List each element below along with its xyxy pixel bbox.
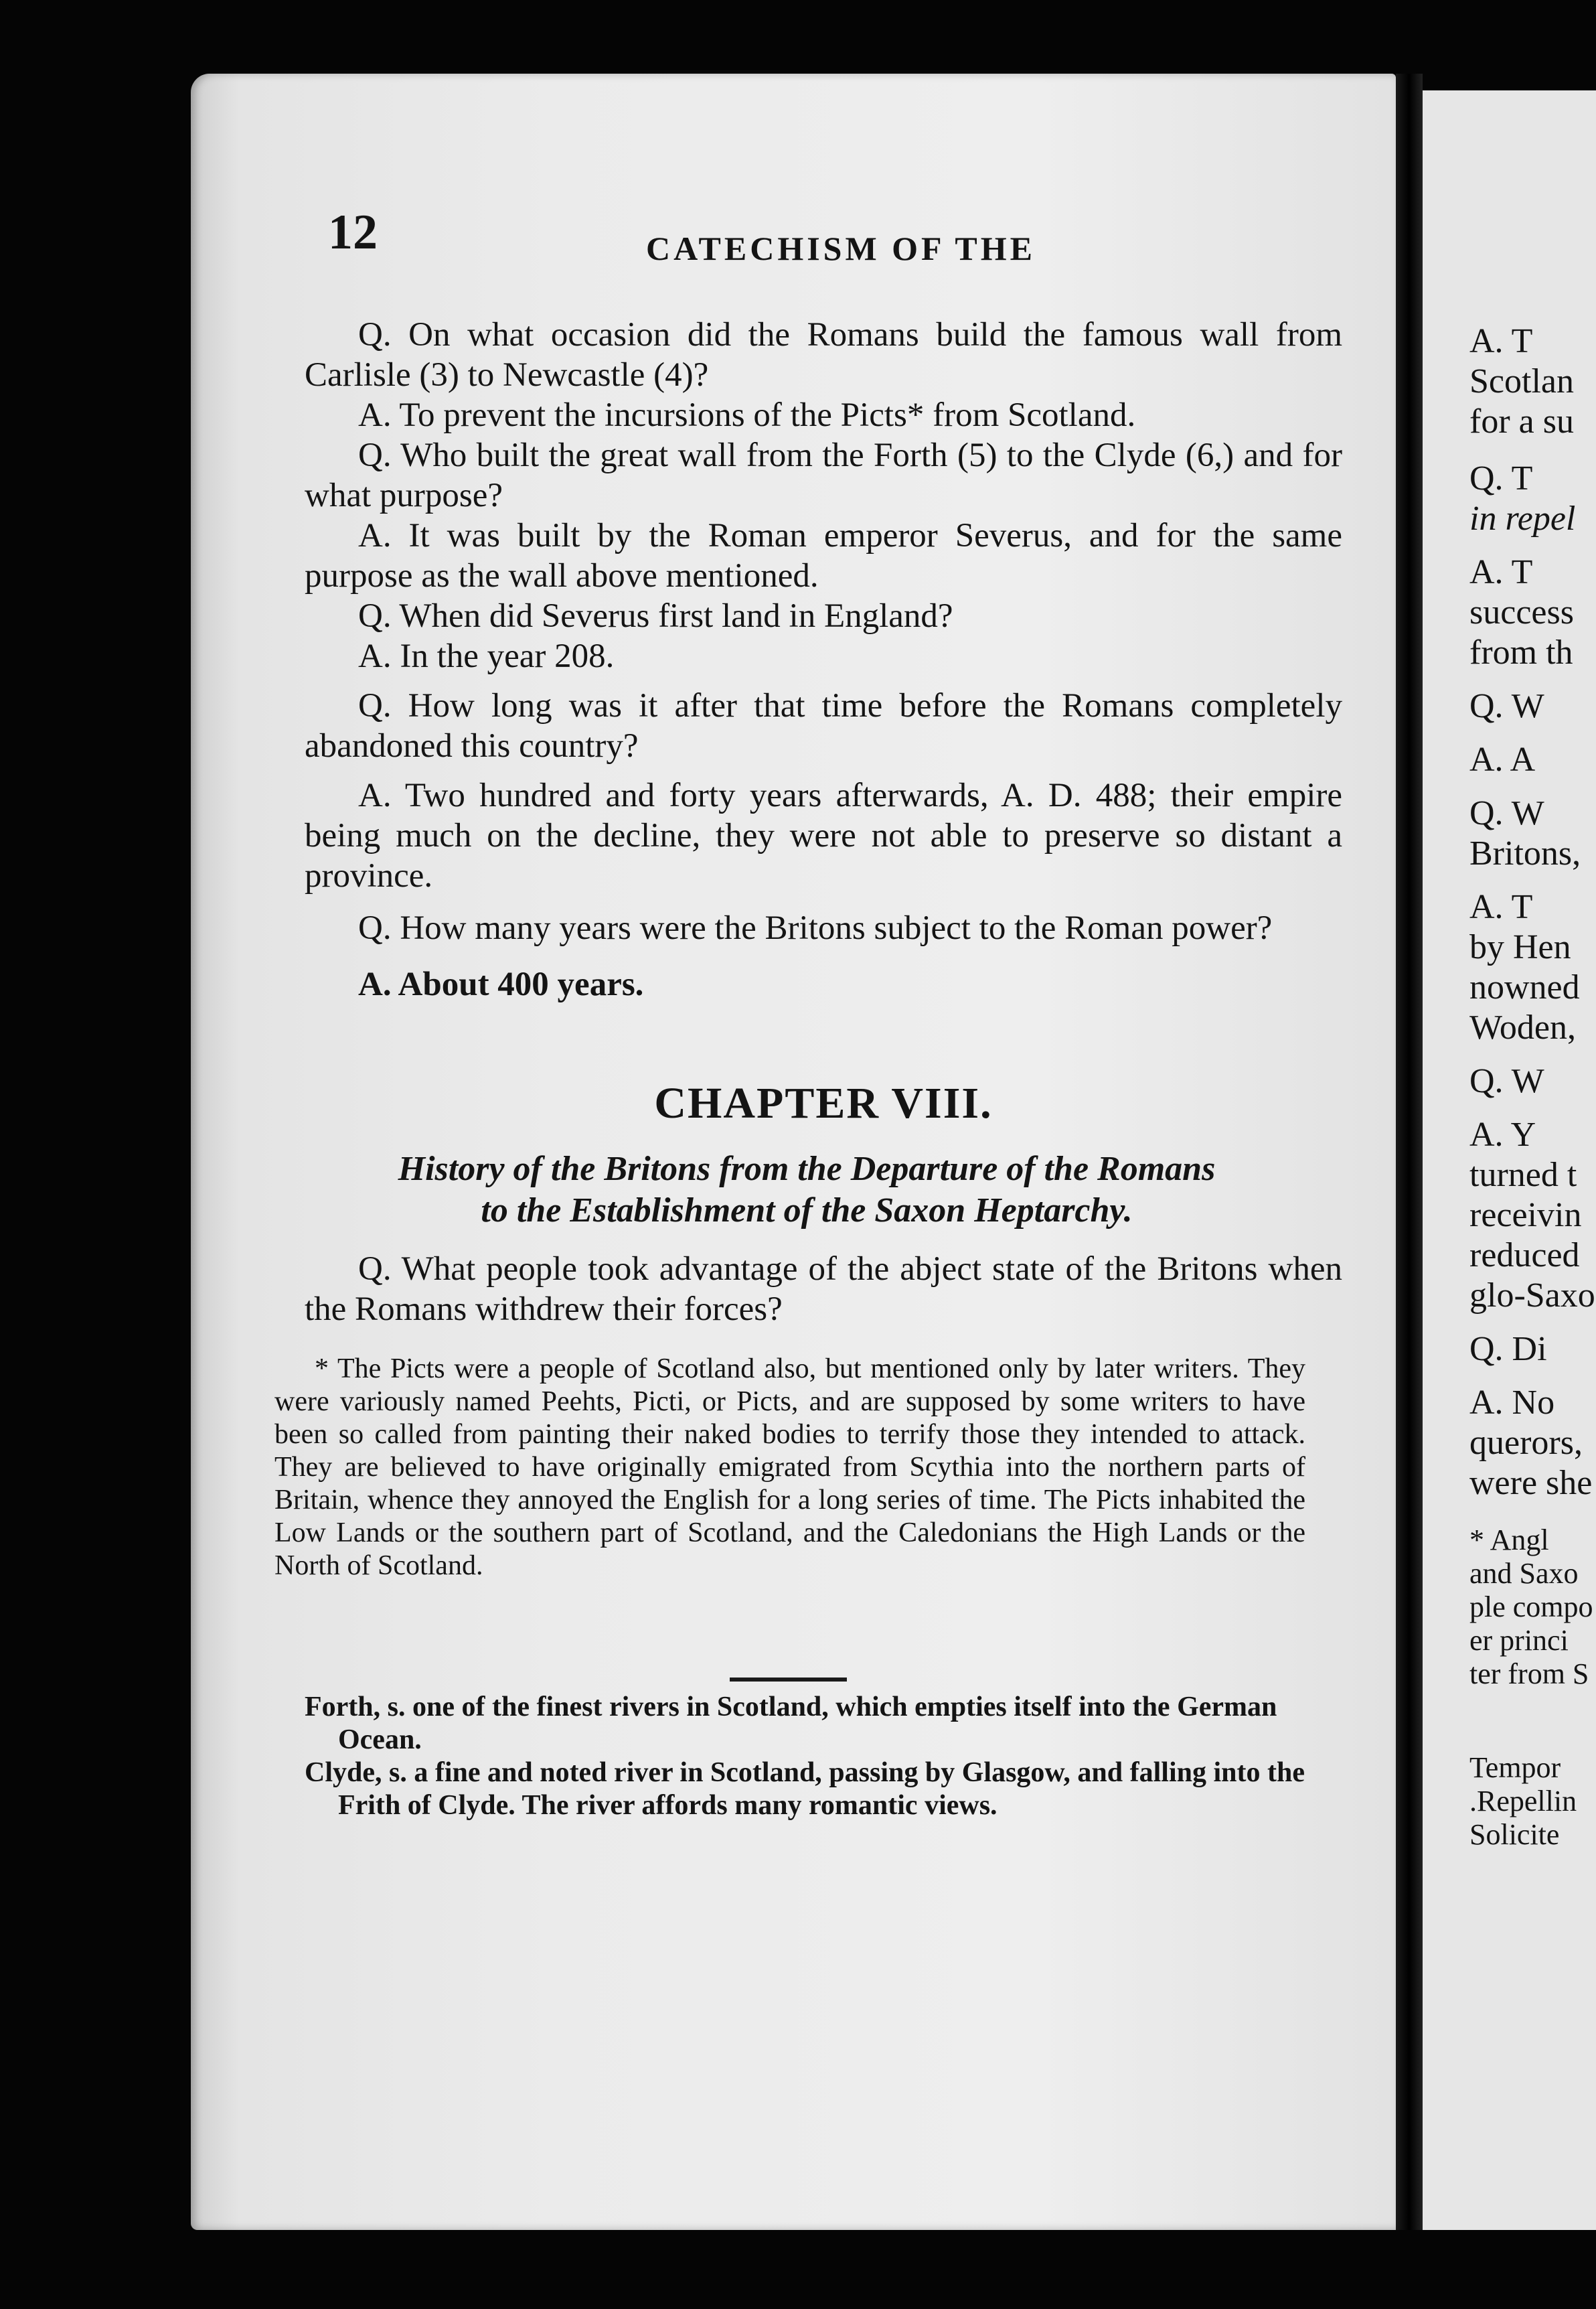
right-fragment: Q. W	[1469, 794, 1544, 832]
right-fragment: were she	[1469, 1464, 1593, 1502]
right-fragment: Q. W	[1469, 1062, 1544, 1100]
qa-item: Q. When did Severus first land in England?	[358, 597, 953, 635]
running-head: CATECHISM OF THE	[646, 230, 1036, 267]
qa-item: A. To prevent the incursions of the Picts* from Scotland.	[358, 396, 1136, 434]
right-fragment: turned t	[1469, 1156, 1577, 1194]
right-fragment: Q. W	[1469, 687, 1544, 725]
glossary-entry: Forth, s. one of the finest rivers in Scotland, which empties itself into the German Ocean.	[305, 1692, 1277, 1755]
right-fragment: success	[1469, 593, 1574, 631]
footnote	[274, 1353, 1305, 1582]
right-fragment: querors,	[1469, 1424, 1583, 1462]
right-fragment: A. A	[1469, 741, 1536, 779]
right-fragment: glo-Saxo	[1469, 1276, 1595, 1315]
right-fragment: from th	[1469, 634, 1573, 672]
right-fragment: Woden,	[1469, 1009, 1576, 1047]
right-fragment: receivin	[1469, 1196, 1582, 1234]
right-fragment: in repel	[1469, 500, 1576, 538]
right-fragment: A. Y	[1469, 1116, 1536, 1154]
chapter-subtitle-line: History of the Britons from the Departure of the Romans	[398, 1150, 1216, 1188]
right-fragment: for a su	[1469, 402, 1574, 441]
right-fragment: reduced	[1469, 1236, 1580, 1274]
right-fragment: and Saxo	[1469, 1557, 1579, 1590]
right-fragment: Scotlan	[1469, 362, 1574, 400]
right-fragment: Q. T	[1469, 459, 1533, 498]
right-fragment: A. T	[1469, 322, 1533, 360]
right-fragment: ter from S	[1469, 1657, 1589, 1690]
right-fragment: Tempor	[1469, 1751, 1561, 1784]
right-fragment: A. T	[1469, 553, 1533, 591]
qa-item: Q. Who built the great wall from the Forth (5) to the Clyde (6,) and for what purpose?	[305, 437, 1342, 514]
qa-item: Q. How many years were the Britons subject to the Roman power?	[358, 909, 1273, 947]
right-fragment: er princi	[1469, 1624, 1569, 1657]
qa-item: A. It was built by the Roman emperor Severus, and for the same purpose as the wall above mentioned.	[305, 517, 1342, 595]
book-gutter	[1396, 74, 1423, 2230]
glossary	[305, 1691, 1309, 1822]
qa-item: A. Two hundred and forty years afterwards, A. D. 488; their empire being much on the decline, they were not able to preserve so distant a province.	[305, 777, 1342, 895]
right-fragment: nowned	[1469, 968, 1580, 1007]
right-fragment: Q. Di	[1469, 1330, 1547, 1368]
qa-item: A. In the year 208.	[358, 638, 615, 675]
qa-item: Q. On what occasion did the Romans build the famous wall from Carlisle (3) to Newcastle (4)?	[305, 316, 1342, 394]
right-fragment: Britons,	[1469, 834, 1581, 873]
chapter-subtitle	[288, 1148, 1326, 1232]
page-number: 12	[328, 205, 378, 260]
right-fragment: ple compo	[1469, 1590, 1593, 1623]
right-fragment: Solicite	[1469, 1818, 1560, 1851]
glossary-entry: Clyde, s. a fine and noted river in Scotland, passing by Glasgow, and falling into the Frith of Clyde. The river affords many romantic views.	[305, 1757, 1305, 1821]
right-fragment: A. T	[1469, 888, 1533, 926]
qa-block	[305, 315, 1342, 1004]
chapter-subtitle-line: to the Establishment of the Saxon Heptarchy.	[481, 1191, 1133, 1230]
right-fragment: .Repellin	[1469, 1785, 1577, 1817]
right-fragment: by Hen	[1469, 928, 1571, 966]
right-fragment: * Angl	[1469, 1523, 1549, 1556]
right-fragment: A. No	[1469, 1384, 1555, 1422]
footnote-text: * The Picts were a people of Scotland also, but mentioned only by later writers. They were variously named Peehts, Picti, or Picts, and are supposed by some writers to have been so called from painting their naked bodies to terrify those they intended to attack. They are believed to have originally emigrated from Scythia into the northern parts of Britain, whence they annoyed the English for a long series of time. The Picts inhabited the Low Lands or the southern part of Scotland, and the Caledonians the High Lands or the North of Scotland.	[274, 1353, 1305, 1581]
chapter-question: Q. What people took advantage of the abject state of the Britons when the Romans withdrew their forces?	[305, 1250, 1342, 1328]
footnote-divider	[730, 1678, 847, 1682]
chapter-heading: CHAPTER VIII.	[654, 1079, 993, 1128]
chapter-question-block	[305, 1249, 1342, 1329]
qa-item: Q. How long was it after that time before the Romans completely abandoned this country?	[305, 687, 1342, 765]
qa-item: A. About 400 years.	[358, 966, 644, 1003]
